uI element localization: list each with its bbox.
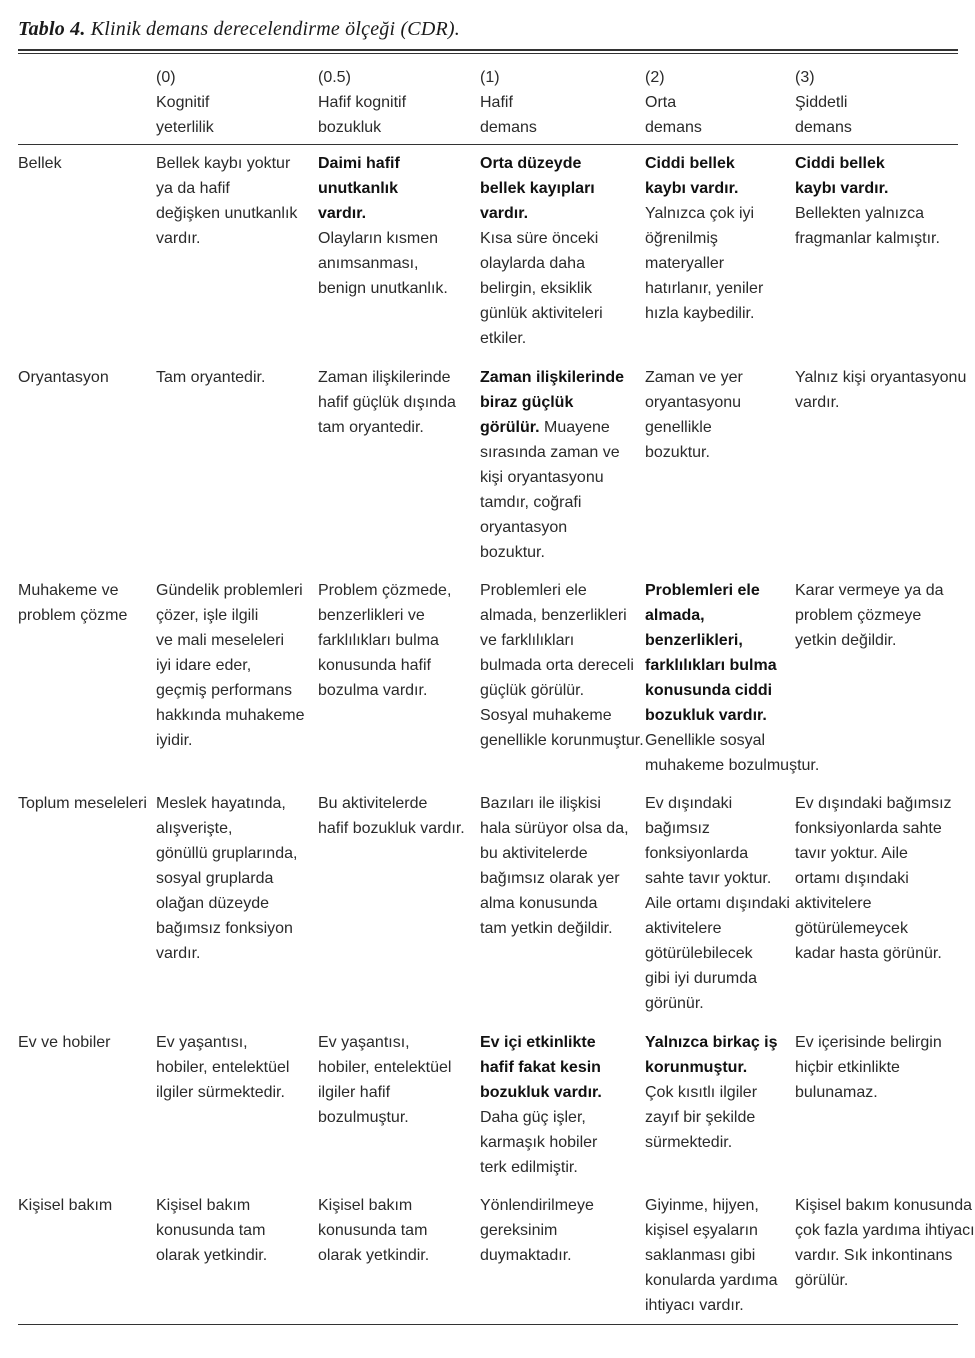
column-header-line: demans <box>480 119 537 136</box>
cell-line: hobiler, entelektüel <box>156 1059 290 1076</box>
cell-line: Ev dışındaki <box>645 795 733 812</box>
cell-bold-line: unutkanlık <box>318 180 399 197</box>
column-header-line: Orta <box>645 94 677 111</box>
cell-line: ilgiler sürmektedir. <box>156 1084 285 1101</box>
cell-line: yetkin değildir. <box>795 632 897 649</box>
cell-line: konusunda tam <box>318 1222 428 1239</box>
table-cell <box>318 578 451 703</box>
cell-line: hakkında muhakeme <box>156 707 305 724</box>
column-header-line: Hafif kognitif <box>318 94 407 111</box>
cell-line: almada, benzerlikleri <box>480 607 627 624</box>
cell-line: Sosyal muhakeme <box>480 707 612 724</box>
cell-line: iyidir. <box>156 732 193 749</box>
cell-line: sürmektedir. <box>645 1134 733 1151</box>
table-caption: Klinik demans derecelendirme ölçeği (CDR). <box>85 18 460 40</box>
cell-line: oryantasyonu <box>645 394 742 411</box>
cell-bold-line: bozukluk vardır. <box>645 707 767 724</box>
cell-line: tam oryantedir. <box>318 419 424 436</box>
cell-line: karmaşık hobiler <box>480 1134 598 1151</box>
cell-line: bozulma vardır. <box>318 682 428 699</box>
cell-line: geçmiş performans <box>156 682 293 699</box>
table-cell <box>645 1193 778 1318</box>
cell-line: hala sürüyor olsa da, <box>480 820 629 837</box>
cell-bold-line: Problemleri ele <box>645 582 760 599</box>
cell-line: Zaman ve yer <box>645 369 743 386</box>
cell-line: olaylarda daha <box>480 255 585 272</box>
cell-text: Muayene <box>539 419 610 436</box>
column-header-line: Hafif <box>480 94 513 111</box>
cell-line: ortamı dışındaki <box>795 870 909 887</box>
cell-line: Ev yaşantısı, <box>318 1034 410 1051</box>
cell-line: bozuktur. <box>645 444 710 461</box>
cell-bold-line: bozukluk vardır. <box>480 1084 602 1101</box>
cell-line: Zaman ilişkilerinde <box>318 369 451 386</box>
cell-line: değişken unutkanlık <box>156 205 298 222</box>
cell-bold-line: Ciddi bellek <box>795 155 885 172</box>
column-header-line: demans <box>795 119 852 136</box>
cell-line: duymaktadır. <box>480 1247 572 1264</box>
header-rule <box>18 144 958 145</box>
column-header-line: (1) <box>480 69 500 86</box>
top-rule-thin <box>18 53 958 54</box>
bottom-rule <box>18 1324 958 1325</box>
table-cell <box>480 151 603 351</box>
row-label <box>18 1030 111 1055</box>
row-label <box>18 1193 112 1218</box>
cell-line: Çok kısıtlı ilgiler <box>645 1084 758 1101</box>
cell-line: çözer, işle ilgili <box>156 607 259 624</box>
row-label-line: problem çözme <box>18 607 128 624</box>
cell-bold-line: benzerlikleri, <box>645 632 743 649</box>
column-header <box>480 65 537 140</box>
cell-line: alma konusunda <box>480 895 598 912</box>
cell-bold-line: konusunda ciddi <box>645 682 773 699</box>
table-cell <box>318 151 448 301</box>
row-label-line: Ev ve hobiler <box>18 1034 111 1051</box>
row-label <box>18 365 109 390</box>
cell-line: Yönlendirilmeye <box>480 1197 594 1214</box>
cell-line: hatırlanır, yeniler <box>645 280 764 297</box>
cell-bold-line: kaybı vardır. <box>795 180 889 197</box>
cell-line <box>480 415 624 440</box>
table-cell <box>318 1193 429 1268</box>
cell-bold-line: vardır. <box>480 205 529 222</box>
cell-line: Problemleri ele <box>480 582 587 599</box>
cell-line: hafif bozukluk vardır. <box>318 820 465 837</box>
table-cell <box>795 578 944 653</box>
cell-line: ve mali meseleleri <box>156 632 285 649</box>
row-label <box>18 151 62 176</box>
cell-bold-line: Daimi hafif <box>318 155 400 172</box>
table-cell <box>795 791 952 966</box>
cell-line: belirgin, eksiklik <box>480 280 593 297</box>
table-cell <box>480 791 629 941</box>
cell-line: olağan düzeyde <box>156 895 269 912</box>
row-label-line: Kişisel bakım <box>18 1197 113 1214</box>
table-cell <box>645 791 790 1016</box>
cell-line: görülür. <box>795 1272 849 1289</box>
table-cell <box>156 365 265 390</box>
cell-line: olarak yetkindir. <box>156 1247 268 1264</box>
column-header-line: Kognitif <box>156 94 210 111</box>
cell-line: Tam oryantedir. <box>156 369 266 386</box>
cell-line: Karar vermeye ya da <box>795 582 944 599</box>
cell-line: gereksinim <box>480 1222 558 1239</box>
cell-line: Meslek hayatında, <box>156 795 286 812</box>
cell-line: farklılıkları bulma <box>318 632 439 649</box>
cell-line: konusunda hafif <box>318 657 431 674</box>
cell-line: Aile ortamı dışındaki <box>645 895 790 912</box>
cell-line: hafif güçlük dışında <box>318 394 456 411</box>
row-label-line: Bellek <box>18 155 62 172</box>
cell-line: vardır. Sık inkontinans <box>795 1247 953 1264</box>
cell-line: Bazıları ile ilişkisi <box>480 795 601 812</box>
table-cell <box>156 151 297 251</box>
cell-bold-line: Orta düzeyde <box>480 155 582 172</box>
column-header-line: (2) <box>645 69 665 86</box>
cell-bold-line: korunmuştur. <box>645 1059 748 1076</box>
table-cell <box>318 365 456 440</box>
table-title <box>18 18 460 41</box>
cell-bold-line: Yalnızca birkaç iş <box>645 1034 778 1051</box>
cell-line: sahte tavır yoktur. <box>645 870 772 887</box>
cell-line: tavır yoktur. Aile <box>795 845 908 862</box>
cell-line: Bellek kaybı yoktur <box>156 155 291 172</box>
cell-line: Yalnız kişi oryantasyonu <box>795 369 967 386</box>
table-cell <box>795 1030 942 1105</box>
cell-line: sosyal gruplarda <box>156 870 274 887</box>
cell-line: genellikle korunmuştur. <box>480 732 644 749</box>
cell-line: hiçbir etkinlikte <box>795 1059 900 1076</box>
row-label-line: Oryantasyon <box>18 369 109 386</box>
cell-line: Problem çözmede, <box>318 582 452 599</box>
cell-line: benzerlikleri ve <box>318 607 425 624</box>
cell-line: Yalnızca çok iyi <box>645 205 755 222</box>
cell-line: götürülemeycek <box>795 920 908 937</box>
cell-line: ve farklılıkları <box>480 632 575 649</box>
top-rule <box>18 49 958 51</box>
cell-line: problem çözmeye <box>795 607 922 624</box>
cell-bold-line: almada, <box>645 607 705 624</box>
cell-line: öğrenilmiş <box>645 230 718 247</box>
cell-line: konusunda tam <box>156 1222 266 1239</box>
row-label <box>18 791 147 816</box>
cell-bold-line: biraz güçlük <box>480 394 574 411</box>
cell-line: Olayların kısmen <box>318 230 439 247</box>
table-cell <box>480 1030 602 1180</box>
cell-line: Ev içerisinde belirgin <box>795 1034 942 1051</box>
cell-line: vardır. <box>156 945 201 962</box>
cell-line: Bu aktivitelerde <box>318 795 428 812</box>
column-header <box>318 65 406 140</box>
table-cell <box>156 1193 267 1268</box>
table-cell <box>795 365 966 415</box>
column-header <box>645 65 702 140</box>
table-cell <box>318 1030 451 1130</box>
column-header-line: demans <box>645 119 702 136</box>
table-cell <box>645 151 763 326</box>
table-cell <box>480 578 644 753</box>
column-header-line: Şiddetli <box>795 94 848 111</box>
cell-line: ihtiyacı vardır. <box>645 1297 744 1314</box>
cell-line: genellikle <box>645 419 712 436</box>
cell-bold-line: vardır. <box>318 205 367 222</box>
cell-line: Kişisel bakım konusunda <box>795 1197 972 1214</box>
cell-line: vardır. <box>156 230 201 247</box>
cell-line: oryantasyon <box>480 519 568 536</box>
cell-line: gibi iyi durumda <box>645 970 758 987</box>
cell-line: Ev dışındaki bağımsız <box>795 795 952 812</box>
cell-line: terk edilmiştir. <box>480 1159 578 1176</box>
column-header-line: bozukluk <box>318 119 382 136</box>
table-cell <box>480 365 624 565</box>
cell-bold-line: bellek kayıpları <box>480 180 595 197</box>
table-cell <box>156 1030 289 1105</box>
table-cell <box>645 1030 778 1155</box>
cell-line: fragmanlar kalmıştır. <box>795 230 940 247</box>
cell-line: konularda yardıma <box>645 1272 778 1289</box>
cell-line: benign unutkanlık. <box>318 280 448 297</box>
table-cell <box>795 1193 975 1293</box>
cell-line: kişi oryantasyonu <box>480 469 604 486</box>
column-header-line: (3) <box>795 69 815 86</box>
cell-line: Kişisel bakım <box>318 1197 413 1214</box>
cell-line: saklanması gibi <box>645 1247 756 1264</box>
cell-line: tamdır, coğrafi <box>480 494 582 511</box>
table-cell <box>645 365 743 465</box>
cell-line: bağımsız <box>645 820 710 837</box>
cell-line: görünür. <box>645 995 704 1012</box>
table-number: Tablo 4. <box>18 18 86 40</box>
cell-line: Giyinme, hijyen, <box>645 1197 759 1214</box>
table-cell <box>156 791 297 966</box>
cell-line: fonksiyonlarda sahte <box>795 820 942 837</box>
cell-bold-line: kaybı vardır. <box>645 180 739 197</box>
cell-line: çok fazla yardıma ihtiyacı <box>795 1222 975 1239</box>
cell-line: tam yetkin değildir. <box>480 920 613 937</box>
cell-line: alışverişte, <box>156 820 233 837</box>
cell-line: iyi idare eder, <box>156 657 252 674</box>
cell-line: aktivitelere <box>645 920 722 937</box>
cell-line: günlük aktiviteleri <box>480 305 603 322</box>
cell-line: Daha güç işler, <box>480 1109 586 1126</box>
column-header-line: (0) <box>156 69 176 86</box>
table-cell <box>156 578 305 753</box>
cell-bold-line: hafif fakat kesin <box>480 1059 601 1076</box>
cell-line: hobiler, entelektüel <box>318 1059 452 1076</box>
table-cell <box>480 1193 594 1268</box>
cell-line: etkiler. <box>480 330 527 347</box>
column-header-line: yeterlilik <box>156 119 214 136</box>
cell-line: Gündelik problemleri <box>156 582 303 599</box>
cell-line: bağımsız fonksiyon <box>156 920 293 937</box>
cell-line: kadar hasta görünür. <box>795 945 942 962</box>
cell-line: fonksiyonlarda <box>645 845 749 862</box>
cell-line: Genellikle sosyal <box>645 732 766 749</box>
column-header <box>156 65 214 140</box>
cell-line: anımsanması, <box>318 255 419 272</box>
cell-line: materyaller <box>645 255 725 272</box>
table-cell <box>795 151 940 251</box>
cell-line: bulmada orta dereceli <box>480 657 634 674</box>
row-label <box>18 578 127 628</box>
cell-line: gönüllü gruplarında, <box>156 845 298 862</box>
cell-line: güçlük görülür. <box>480 682 585 699</box>
column-header-line: (0.5) <box>318 69 351 86</box>
cell-bold-line: farklılıkları bulma <box>645 657 777 674</box>
cell-line: vardır. <box>795 394 840 411</box>
cell-bold-text: görülür. <box>480 419 540 436</box>
cell-line: bağımsız olarak yer <box>480 870 620 887</box>
cell-line: zayıf bir şekilde <box>645 1109 756 1126</box>
cell-line: kişisel eşyaların <box>645 1222 758 1239</box>
row-label-line: Toplum meseleleri <box>18 795 147 812</box>
column-header <box>795 65 852 140</box>
cell-bold-line: Ciddi bellek <box>645 155 735 172</box>
cell-line: Kısa süre önceki <box>480 230 599 247</box>
cell-line: hızla kaybedilir. <box>645 305 755 322</box>
cell-line: ya da hafif <box>156 180 230 197</box>
cell-line: sırasında zaman ve <box>480 444 620 461</box>
cell-line: muhakeme bozulmuştur. <box>645 757 820 774</box>
cell-line: Ev yaşantısı, <box>156 1034 248 1051</box>
cell-bold-line: Zaman ilişkilerinde <box>480 369 625 386</box>
cell-line: Kişisel bakım <box>156 1197 251 1214</box>
cell-line: olarak yetkindir. <box>318 1247 430 1264</box>
cell-line: ilgiler hafif <box>318 1084 391 1101</box>
cell-line: bozulmuştur. <box>318 1109 409 1126</box>
cell-line: bulunamaz. <box>795 1084 878 1101</box>
cell-line: götürülebilecek <box>645 945 753 962</box>
table-cell <box>645 578 819 778</box>
table-cell <box>318 791 465 841</box>
cell-line: Bellekten yalnızca <box>795 205 924 222</box>
cell-bold-line: Ev içi etkinlikte <box>480 1034 596 1051</box>
cell-line: bozuktur. <box>480 544 545 561</box>
cell-line: bu aktivitelerde <box>480 845 588 862</box>
row-label-line: Muhakeme ve <box>18 582 119 599</box>
cell-line: aktivitelere <box>795 895 872 912</box>
